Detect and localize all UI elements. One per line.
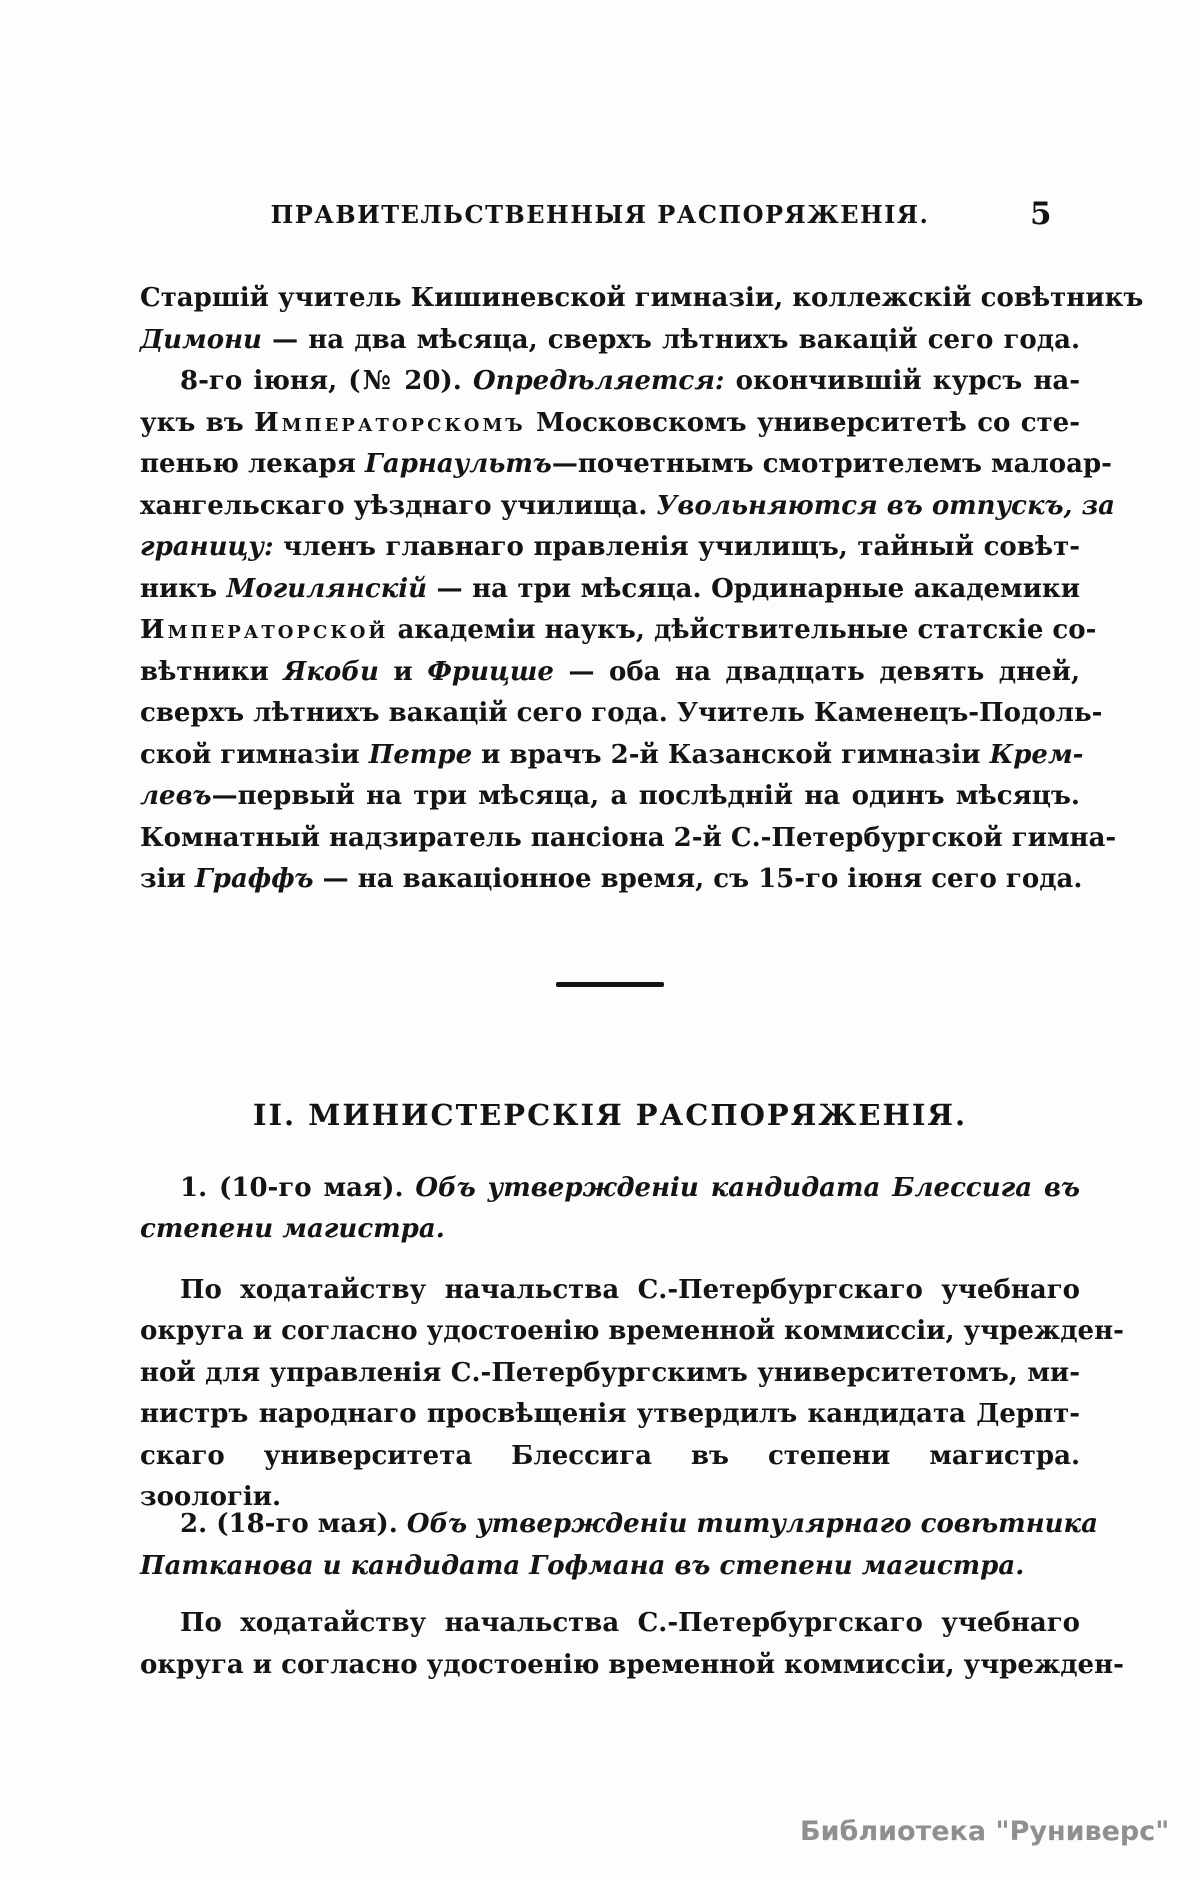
text-segment: Старшій учитель Кишиневской гимназіи, коллежскій совѣтникъ <box>140 283 1144 313</box>
text-line <box>140 1504 1098 1546</box>
text-segment: академіи наукъ, дѣйствительные статскіе со- <box>388 615 1097 645</box>
text-segment: пенью лекаря <box>140 449 365 479</box>
text-segment: округа и согласно удостоенію временной коммиссіи, учрежден- <box>140 1649 1124 1680</box>
text-segment: ной для управленія С.-Петербургскимъ университетомъ, ми- <box>140 1357 1080 1388</box>
text-segment: Петре <box>368 739 473 770</box>
document-body <box>140 278 1144 1686</box>
text-segment: и <box>378 656 428 687</box>
text-segment: — оба на двадцать девять дней, <box>553 656 1080 687</box>
text-line <box>140 652 1080 694</box>
text-segment: Фрицше <box>427 656 554 687</box>
text-segment: Якоби <box>283 656 379 687</box>
text-segment: 2. (18-го мая). <box>180 1509 407 1539</box>
item-2-body <box>140 1603 1124 1686</box>
text-segment: левъ <box>140 781 212 811</box>
section-divider <box>556 982 664 987</box>
text-segment: скаго университета Блессига въ степени магистра. зоологіи. <box>140 1440 1080 1512</box>
text-segment: Императорской <box>140 615 389 645</box>
text-line <box>140 1436 1080 1512</box>
text-segment: и врачъ 2-й Казанской гимназіи <box>472 739 990 770</box>
text-segment: укъ въ <box>140 407 255 438</box>
text-segment: По ходатайству начальства С.-Петербургскаго учебнаго <box>180 1274 1080 1305</box>
text-line <box>140 1546 1080 1588</box>
text-line <box>140 776 1080 818</box>
text-segment: Комнатный надзиратель пансіона 2-й С.-Петербургской гимна- <box>140 822 1117 853</box>
text-line <box>140 610 1097 652</box>
text-line <box>140 1603 1080 1645</box>
text-line <box>140 735 1084 777</box>
text-segment: Димони <box>140 324 262 355</box>
text-segment: членъ главнаго правленія училищъ, тайный совѣт- <box>273 532 1080 562</box>
text-line <box>140 693 1103 735</box>
text-segment: Гарнаультъ <box>364 449 552 479</box>
text-line <box>140 859 1083 901</box>
item-2-heading <box>140 1504 1098 1587</box>
text-segment: Московскомъ университетѣ со сте- <box>525 407 1080 438</box>
text-segment: вѣтники <box>140 656 284 687</box>
text-segment: Могилянскій <box>226 573 428 604</box>
text-segment: сверхъ лѣтнихъ вакацій сего года. Учитель Каменецъ-Подоль- <box>140 698 1103 728</box>
ministerial-heading: II. МИНИСТЕРСКІЯ РАСПОРЯЖЕНІЯ. <box>252 1097 968 1132</box>
text-line <box>140 1353 1080 1395</box>
text-segment: Патканова и кандидата Гофмана въ степени магистра. <box>140 1550 1025 1581</box>
text-segment: окончившій курсъ на- <box>724 366 1080 396</box>
text-segment: Опредѣляется: <box>472 366 725 396</box>
text-line <box>140 361 1080 403</box>
text-segment: Объ утвержденіи кандидата Блессига въ <box>415 1172 1080 1203</box>
text-segment: ской гимназіи <box>140 739 369 770</box>
text-line <box>140 1209 1080 1251</box>
text-segment: Императорскомъ <box>254 407 526 438</box>
continuation-paragraph <box>140 278 1144 361</box>
text-segment: зіи <box>140 864 195 894</box>
text-line <box>140 527 1080 569</box>
text-segment: Объ утвержденіи титулярнаго совѣтника <box>406 1509 1098 1539</box>
text-segment: —первый на три мѣсяца, а послѣдній на одинъ мѣсяцъ. <box>211 781 1080 811</box>
text-segment: хангельскаго уѣзднаго училища. <box>140 490 657 521</box>
text-segment: По ходатайству начальства С.-Петербургскаго учебнаго <box>180 1608 1080 1638</box>
text-segment: — на два мѣсяца, сверхъ лѣтнихъ вакацій сего года. <box>261 324 1080 355</box>
text-line <box>140 1270 1080 1312</box>
text-line <box>140 320 1080 362</box>
text-segment: границу: <box>140 532 274 562</box>
text-segment: степени магистра. <box>140 1214 445 1244</box>
text-line <box>140 1394 1080 1436</box>
text-line <box>140 278 1144 320</box>
text-line <box>140 1645 1124 1687</box>
text-line <box>140 403 1080 445</box>
text-segment: — на три мѣсяца. Ординарные академики <box>427 573 1080 604</box>
text-segment: 8-го іюня, (№ 20). <box>180 366 473 396</box>
item-1-heading <box>140 1168 1080 1251</box>
text-line <box>140 569 1080 611</box>
text-line <box>140 1311 1124 1353</box>
text-line <box>140 1168 1080 1210</box>
text-segment: округа и согласно удостоенію временной коммиссіи, учрежден- <box>140 1316 1124 1346</box>
text-segment: Крем- <box>989 739 1084 770</box>
running-header-title: ПРАВИТЕЛЬСТВЕННЫЯ РАСПОРЯЖЕНІЯ. <box>270 200 930 229</box>
text-line <box>140 818 1117 860</box>
item-1-body <box>140 1270 1124 1512</box>
text-segment: 1. (10-го мая). <box>180 1172 416 1203</box>
text-segment: Увольняются въ отпускъ, за <box>656 490 1116 521</box>
text-line <box>140 444 1112 486</box>
text-segment: нистръ народнаго просвѣщенія утвердилъ кандидата Дерпт- <box>140 1399 1080 1429</box>
library-watermark: Библиотека "Руниверс" <box>800 1816 1170 1847</box>
text-line <box>140 486 1116 528</box>
text-segment: Граффъ <box>194 864 314 894</box>
text-segment: —почетнымъ смотрителемъ малоар- <box>551 449 1112 479</box>
page-number: 5 <box>1030 196 1052 232</box>
appointments-paragraph <box>140 361 1117 901</box>
text-segment: — на вакаціонное время, съ 15-го іюня сего года. <box>313 864 1083 894</box>
text-segment: никъ <box>140 573 227 604</box>
